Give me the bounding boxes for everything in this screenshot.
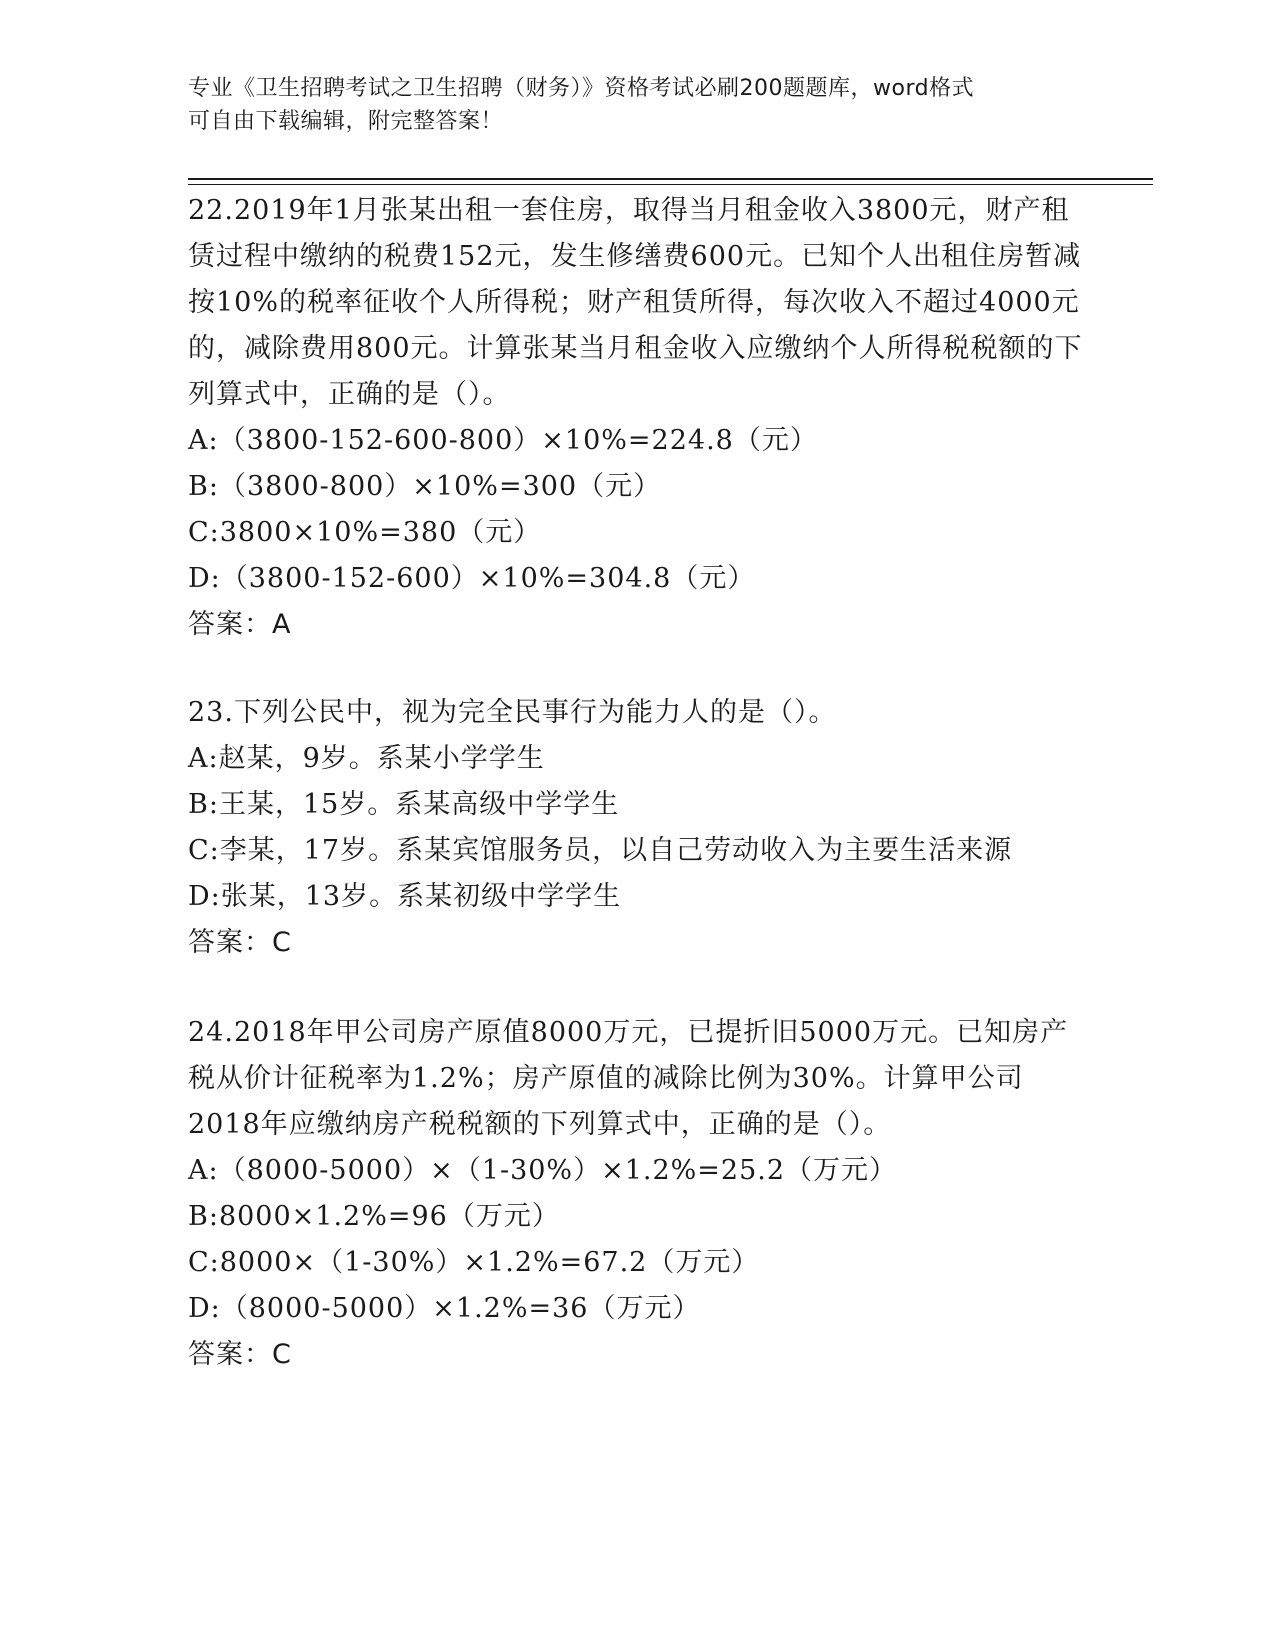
document-header [188,72,1088,138]
answer: 答案：A [188,609,292,640]
question-23 [188,690,1088,966]
header-line-1: 专业《卫生招聘考试之卫生招聘（财务）》资格考试必刷200题题库，word格式 [188,76,975,101]
header-line-2: 可自由下载编辑，附完整答案！ [188,109,504,134]
option-d: D:（8000-5000）×1.2%=36（万元） [188,1293,701,1324]
option-a: A:（3800-152-600-800）×10%=224.8（元） [188,425,818,456]
question-24 [188,1010,1088,1378]
option-a: A:赵某，9岁。系某小学学生 [188,743,545,774]
question-text: 24.2018年甲公司房产原值8000万元，已提折旧5000万元。已知房产税从价计征税率为1.2%；房产原值的减除比例为30%。计算甲公司2018年应缴纳房产税税额的下列算式中，正确的是（）。 [188,1017,1069,1140]
option-c: C:3800×10%=380（元） [188,517,542,548]
question-text: 23.下列公民中，视为完全民事行为能力人的是（）。 [188,697,837,728]
option-b: B:8000×1.2%=96（万元） [188,1201,560,1232]
option-a: A:（8000-5000）×（1-30%）×1.2%=25.2（万元） [188,1155,898,1186]
option-d: D:（3800-152-600）×10%=304.8（元） [188,563,756,594]
option-b: B:王某，15岁。系某高级中学学生 [188,789,620,820]
question-text: 22.2019年1月张某出租一套住房，取得当月租金收入3800元，财产租赁过程中缴纳的税费152元，发生修缮费600元。已知个人出租住房暂减按10%的税率征收个人所得税；财产租赁所得，每次收入不超过4000元的，减除费用800元。计算张某当月租金收入应缴纳个人所得税税额的下列算式中，正确的是（）。 [188,195,1083,410]
header-divider-thick [188,178,1153,180]
option-d: D:张某，13岁。系某初级中学学生 [188,881,622,912]
option-c: C:李某，17岁。系某宾馆服务员，以自己劳动收入为主要生活来源 [188,835,1013,866]
answer: 答案：C [188,1339,292,1370]
header-divider-thin [188,184,1153,185]
answer: 答案：C [188,927,292,958]
question-22 [188,188,1088,648]
option-b: B:（3800-800）×10%=300（元） [188,471,662,502]
option-c: C:8000×（1-30%）×1.2%=67.2（万元） [188,1247,760,1278]
